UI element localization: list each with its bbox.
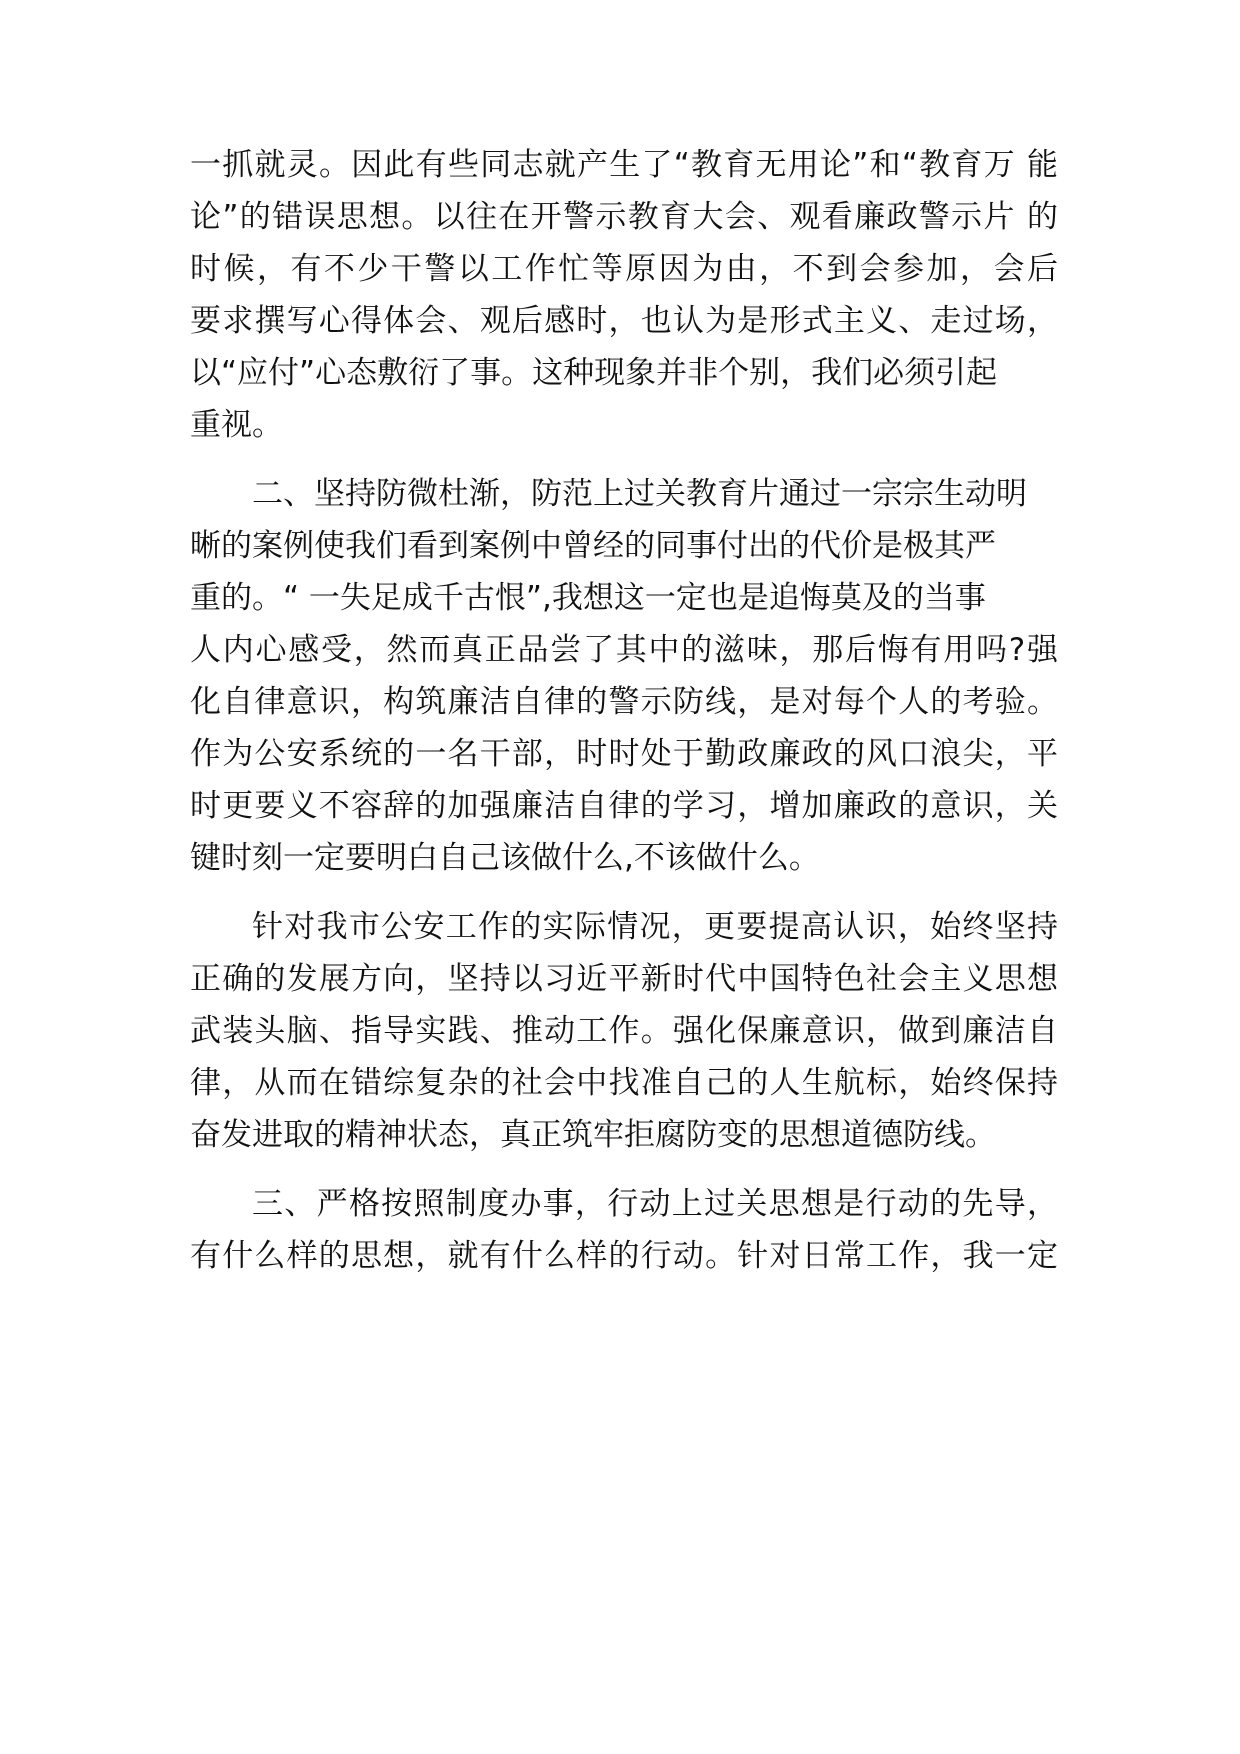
text-line: 二、坚持防微杜渐，防范上过关教育片通过一宗宗生动明 [252, 476, 1027, 512]
text-line: 重视。 [190, 407, 283, 443]
text-line: 作为公安系统的一名干部，时时处于勤政廉政的风口浪尖，平 [190, 736, 1058, 772]
text-line: 时更要义不容辞的加强廉洁自律的学习，增加廉政的意识，关 [190, 788, 1058, 824]
text-line: 一抓就灵。因此有些同志就产生了“教育无用论”和“教育万 能 [190, 147, 1058, 183]
text-line: 人内心感受，然而真正品尝了其中的滋味，那后悔有用吗?强 [190, 632, 1058, 668]
text-line: 重的。“ 一失足成千古恨”,我想这一定也是追悔莫及的当事 [190, 580, 986, 616]
text-line: 论”的错误思想。以往在开警示教育大会、观看廉政警示片 的 [190, 199, 1058, 235]
text-line: 键时刻一定要明白自己该做什么,不该做什么。 [190, 840, 820, 876]
text-line: 奋发进取的精神状态，真正筑牢拒腐防变的思想道德防线。 [190, 1117, 996, 1153]
text-line: 以“应付”心态敷衍了事。这种现象并非个别，我们必须引起 [190, 355, 998, 391]
text-line: 武装头脑、指导实践、推动工作。强化保廉意识，做到廉洁自 [190, 1013, 1058, 1049]
text-line: 晰的案例使我们看到案例中曾经的同事付出的代价是极其严 [190, 528, 996, 564]
text-line: 律，从而在错综复杂的社会中找准自己的人生航标，始终保持 [190, 1065, 1058, 1101]
text-line: 三、严格按照制度办事，行动上过关思想是行动的先导， [252, 1186, 1058, 1222]
text-line: 要求撰写心得体会、观后感时，也认为是形式主义、走过场， [190, 303, 1058, 339]
text-line: 针对我市公安工作的实际情况，更要提高认识，始终坚持 [252, 909, 1058, 945]
text-line: 有什么样的思想，就有什么样的行动。针对日常工作，我一定 [190, 1238, 1058, 1274]
text-line: 正确的发展方向，坚持以习近平新时代中国特色社会主义思想 [190, 961, 1058, 997]
text-line: 时候，有不少干警以工作忙等原因为由，不到会参加，会后 [190, 251, 1058, 287]
text-line: 化自律意识，构筑廉洁自律的警示防线，是对每个人的考验。 [190, 684, 1058, 720]
